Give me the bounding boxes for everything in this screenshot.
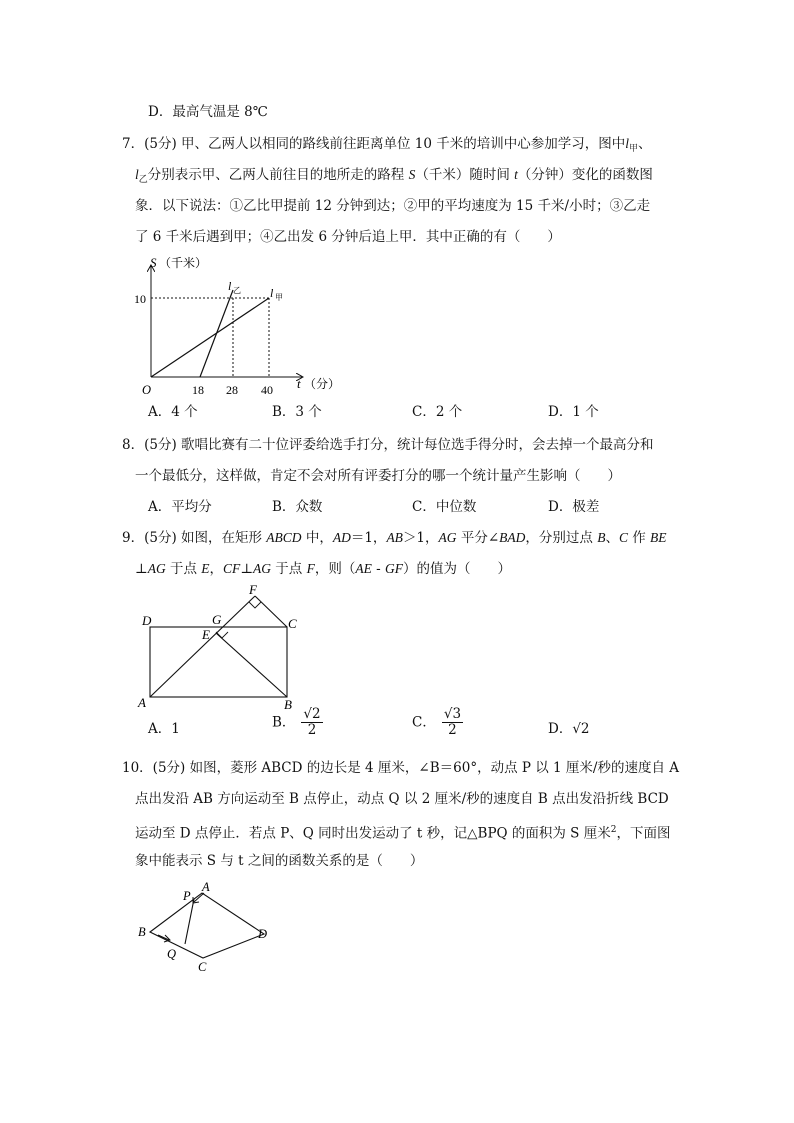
q9-option-d: [548, 719, 590, 739]
q7-comma: 、: [638, 136, 652, 152]
q9-option-b: [272, 707, 323, 738]
q9-e: E: [201, 561, 210, 576]
q7-line-jia: [151, 298, 269, 377]
q7-line-2c: （分钟）变化的函数图: [517, 167, 653, 183]
q9-gf: GF: [385, 561, 404, 576]
q9-l1f: ，分别过点: [525, 530, 598, 546]
q10-label-b: B: [138, 925, 146, 939]
q10-label-c: C: [198, 960, 207, 974]
q10-segment-pq: [185, 899, 194, 944]
q8-option-c: C．中位数: [412, 499, 477, 515]
q9-l2a: ⊥: [135, 561, 148, 577]
q7-line-4: 了 6 千米后遇到甲；④乙出发 6 分钟后追上甲．其中正确的有（ ）: [135, 229, 561, 245]
q9-option-c-numerator: √3: [443, 706, 462, 722]
q7-s-unit: （千米）: [159, 256, 208, 270]
q9-l1b: 中，: [301, 530, 333, 546]
q9-line-1: [122, 528, 667, 548]
q7-t: t: [514, 167, 518, 182]
q9-line-fc: [255, 596, 287, 627]
q7-label-jia-sub: 甲: [275, 293, 283, 302]
q9-option-c-label: C．: [412, 714, 436, 731]
q9-option-d-label: D．: [548, 721, 573, 737]
q9-rectangle-figure: [136, 582, 311, 712]
q7-l-jia: l: [625, 136, 630, 151]
q9-ag2: AG: [147, 561, 166, 576]
q9-line-eb: [216, 633, 287, 697]
q7-line-yi: [200, 290, 233, 377]
q10-line-3-text: 运动至 D 点停止．若点 P、Q 同时出发运动了 t 秒，记△BPQ 的面积为 S 厘米: [135, 825, 611, 842]
q9-l1e: 平分∠: [456, 530, 500, 546]
q9-l2b: 于点: [165, 561, 202, 577]
q7-S: S: [408, 167, 416, 182]
q10-label-a: A: [202, 880, 210, 894]
q9-label-g: G: [212, 612, 222, 627]
q9-b: B: [597, 530, 606, 545]
q9-line-af: [150, 596, 255, 697]
q7-distance-time-graph: [130, 252, 350, 400]
q8-option-a: A．平均分: [148, 499, 212, 515]
q7-x-18: 18: [192, 383, 204, 397]
q9-option-d-value: √2: [572, 721, 590, 737]
q9-label-b: B: [284, 697, 292, 712]
q9-option-c-fraction: [442, 707, 463, 738]
q7-label-yi: l: [228, 279, 232, 293]
q7-line-2b: （千米）随时间: [415, 167, 515, 183]
q9-l2d: ⊥: [240, 561, 254, 577]
q9-option-c: [412, 707, 463, 738]
q9-label-e: E: [202, 627, 210, 642]
q9-line-2: [135, 559, 511, 579]
q8-line-1: 8．(5分) 歌唱比赛有二十位评委给选手打分，统计每位选手得分时，会去掉一个最高分和: [122, 437, 654, 453]
q9-ad: AD: [332, 530, 351, 545]
q10-line-3b: ，下面图: [616, 825, 671, 842]
q10-superscript-2: 2: [610, 825, 617, 835]
q9-option-b-denominator: 2: [307, 722, 317, 738]
q9-label-c: C: [288, 616, 297, 631]
q7-label-jia: l: [270, 286, 274, 300]
q7-line-3: 象．以下说法：①乙比甲提前 12 分钟到达；②甲的平均速度为 15 千米/小时；③乙走: [135, 198, 651, 214]
q7-t-unit: （分）: [304, 377, 341, 391]
q7-origin: O: [142, 383, 152, 397]
q7-option-d: D．1 个: [548, 404, 599, 420]
q9-label-f: F: [249, 582, 257, 597]
q10-line-1: 10．(5分) 如图，菱形 ABCD 的边长是 4 厘米，∠B＝60°，动点 P 以 1 厘米/秒的速度自 A: [122, 760, 680, 776]
q9-l1g: 、: [605, 530, 619, 546]
q9-right-angle-f: [249, 602, 261, 608]
q9-l1c: ＝1，: [350, 530, 387, 546]
q9-rectangle-abcd: [150, 627, 287, 697]
q8-option-b: B．众数: [272, 499, 323, 515]
q9-be: BE: [650, 530, 667, 545]
q7-line-1-text: 7．(5分) 甲、乙两人以相同的路线前往距离单位 10 千米的培训中心参加学习，图中: [122, 136, 626, 152]
q9-ag: AG: [438, 530, 457, 545]
q9-l1d: ＞1，: [402, 530, 439, 546]
q9-label-a: A: [138, 695, 146, 710]
q9-option-c-denominator: 2: [448, 722, 457, 738]
q10-line-2: 点出发沿 AB 方向运动至 B 点停止，动点 Q 以 2 厘米/秒的速度自 B 点出发沿折线 BCD: [135, 791, 669, 807]
q9-l1h: 作: [627, 530, 651, 546]
q7-label-yi-sub: 乙: [233, 286, 241, 295]
q8-option-d: D．极差: [548, 499, 600, 515]
q6-option-d: D．最高气温是 8℃: [148, 104, 268, 120]
q9-option-a: A．1: [148, 721, 180, 737]
q7-x-40: 40: [261, 383, 273, 397]
q9-l2e: 于点: [271, 561, 307, 577]
q9-option-b-fraction: [301, 707, 322, 738]
q9-f: F: [306, 561, 315, 576]
q10-rhombus-figure: [134, 878, 284, 978]
q9-option-b-label: B．: [272, 714, 296, 731]
q9-c: C: [618, 530, 628, 545]
q8-line-2: 一个最低分，这样做，肯定不会对所有评委打分的哪一个统计量产生影响（ ）: [135, 468, 621, 484]
q10-label-q: Q: [167, 947, 177, 961]
q7-option-b: B．3 个: [272, 404, 322, 420]
q7-option-c: C．2 个: [412, 404, 463, 420]
q9-ab: AB: [386, 530, 403, 545]
q9-ae: AE: [355, 561, 372, 576]
q9-bad: BAD: [499, 530, 526, 545]
q10-line-4: 象中能表示 S 与 t 之间的函数关系的是（ ）: [135, 853, 424, 869]
q9-l1a: 9．(5分) 如图，在矩形: [122, 530, 267, 546]
q7-l-jia-sub: 甲: [629, 144, 639, 154]
q7-t-label: t: [297, 376, 301, 391]
q9-l2f: ，则（: [314, 561, 356, 577]
q9-l2c: ，: [209, 561, 224, 577]
q7-s-label: S: [150, 255, 157, 270]
q9-abcd: ABCD: [266, 530, 302, 545]
q7-l-yi: l: [135, 167, 139, 182]
q9-l2h: ）的值为（ ）: [403, 561, 512, 577]
q10-label-p: P: [183, 889, 191, 903]
q7-x-28: 28: [226, 383, 238, 397]
q10-label-d: D: [258, 927, 268, 941]
q9-option-b-numerator: √2: [303, 706, 321, 722]
q7-line-2: [135, 165, 653, 190]
q7-line-1: [122, 134, 652, 159]
q9-ag3: AG: [253, 561, 272, 576]
q9-label-d: D: [142, 613, 152, 628]
q7-y-10: 10: [134, 292, 146, 306]
q7-line-2-text: 分别表示甲、乙两人前往目的地所走的路程: [147, 167, 409, 183]
q7-l-yi-sub: 乙: [138, 175, 148, 185]
q10-line-3: [135, 820, 670, 844]
q9-l2g: -: [371, 561, 386, 577]
q9-cf: CF: [223, 561, 241, 576]
q7-option-a: A．4 个: [148, 404, 198, 420]
